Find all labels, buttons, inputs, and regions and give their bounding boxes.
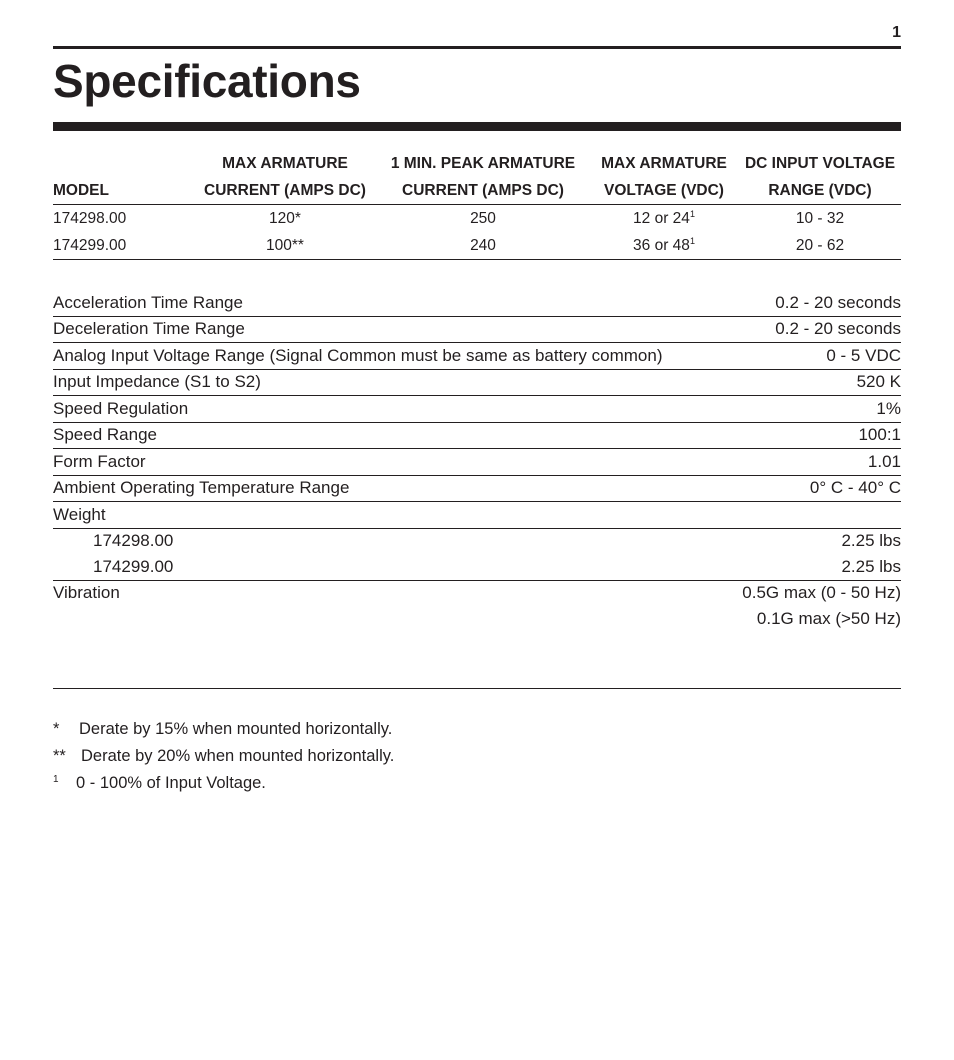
spec-row-input-impedance xyxy=(53,370,901,397)
spec-row-weight xyxy=(53,502,901,529)
header-cell: RANGE (VDC) xyxy=(768,181,872,199)
spec-value: 0° C - 40° C xyxy=(809,478,901,498)
max-current-cell: 100** xyxy=(266,236,304,254)
table-row xyxy=(53,232,901,259)
spec-row-weight-174299 xyxy=(53,554,901,581)
spec-row-ambient-temperature xyxy=(53,476,901,503)
footnote xyxy=(53,770,394,797)
footnotes-rule xyxy=(53,688,901,689)
header-cell: VOLTAGE (VDC) xyxy=(604,181,724,199)
max-voltage-value: 36 or 48 xyxy=(633,236,690,254)
spec-row-speed-range xyxy=(53,423,901,450)
spec-row-deceleration xyxy=(53,317,901,344)
max-voltage-cell xyxy=(589,210,739,228)
spec-value: 100:1 xyxy=(858,425,901,445)
model-cell: 174298.00 xyxy=(53,209,127,227)
page-title: Specifications xyxy=(53,55,361,107)
footnote-mark: ** xyxy=(53,747,66,765)
spec-row-form-factor xyxy=(53,449,901,476)
header-cell: 1 MIN. PEAK ARMATURE xyxy=(390,154,576,172)
table-header-top xyxy=(53,150,901,177)
spec-label: Speed Regulation xyxy=(53,398,189,418)
spec-label: Acceleration Time Range xyxy=(53,292,243,312)
header-cell: DC INPUT VOLTAGE xyxy=(744,154,896,172)
spec-value: 0.1G max (>50 Hz) xyxy=(756,608,901,628)
max-voltage-value: 12 or 24 xyxy=(633,209,690,227)
table-row xyxy=(53,205,901,232)
spec-label: Speed Range xyxy=(53,425,157,445)
spec-value: 0.2 - 20 seconds xyxy=(775,292,901,312)
spec-value: 0.2 - 20 seconds xyxy=(775,319,901,339)
spec-row-speed-regulation xyxy=(53,396,901,423)
header-cell: MAX ARMATURE xyxy=(222,154,348,172)
spec-label: Deceleration Time Range xyxy=(53,319,245,339)
footnote-ref: 1 xyxy=(689,208,695,219)
footnote-text: Derate by 15% when mounted horizontally. xyxy=(79,720,393,738)
top-rule xyxy=(53,46,901,49)
spec-label: Weight xyxy=(53,504,106,524)
spec-row-weight-174298 xyxy=(53,529,901,555)
footnote-text: Derate by 20% when mounted horizontally. xyxy=(81,747,395,765)
spec-value: 2.25 lbs xyxy=(841,531,901,551)
spec-value: 2.25 lbs xyxy=(841,556,901,576)
input-range-cell: 20 - 62 xyxy=(795,236,845,254)
footnote-ref: 1 xyxy=(689,235,695,246)
spec-row-vibration xyxy=(53,581,901,607)
spec-label: Analog Input Voltage Range (Signal Common must be same as battery common) xyxy=(53,345,663,365)
footnote-mark: 1 xyxy=(53,774,59,785)
spec-row-vibration-high xyxy=(53,606,901,632)
footnotes xyxy=(53,716,394,797)
max-current-cell: 120* xyxy=(269,209,301,227)
table-bottom-rule xyxy=(53,259,901,260)
input-range-cell: 10 - 32 xyxy=(795,209,845,227)
footnote-mark: * xyxy=(53,720,60,738)
spec-value: 1% xyxy=(876,398,901,418)
title-rule xyxy=(53,122,901,131)
header-cell: CURRENT (AMPS DC) xyxy=(402,181,564,199)
spec-row-acceleration xyxy=(53,290,901,317)
spec-value: 520 K xyxy=(856,372,901,392)
page-number: 1 xyxy=(892,24,901,41)
spec-label: Input Impedance (S1 to S2) xyxy=(53,372,261,392)
footnote xyxy=(53,716,394,743)
model-table xyxy=(53,150,901,260)
spec-label: Ambient Operating Temperature Range xyxy=(53,478,350,498)
header-cell: CURRENT (AMPS DC) xyxy=(204,181,366,199)
table-header-bottom xyxy=(53,177,901,204)
max-voltage-cell xyxy=(589,237,739,255)
spec-list xyxy=(53,290,901,632)
header-cell: MODEL xyxy=(53,181,109,199)
peak-current-cell: 250 xyxy=(470,209,496,227)
spec-label: 174299.00 xyxy=(93,556,174,576)
footnote xyxy=(53,743,394,770)
spec-label: Vibration xyxy=(53,583,120,603)
footnote-text: 0 - 100% of Input Voltage. xyxy=(76,774,266,792)
model-cell: 174299.00 xyxy=(53,236,127,254)
spec-value: 1.01 xyxy=(867,451,901,471)
header-cell: MAX ARMATURE xyxy=(601,154,727,172)
peak-current-cell: 240 xyxy=(470,236,496,254)
spec-value: 0 - 5 VDC xyxy=(826,345,901,365)
spec-label: Form Factor xyxy=(53,451,146,471)
spec-value: 0.5G max (0 - 50 Hz) xyxy=(742,583,901,603)
spec-row-analog-input xyxy=(53,343,901,370)
spec-label: 174298.00 xyxy=(93,531,174,551)
